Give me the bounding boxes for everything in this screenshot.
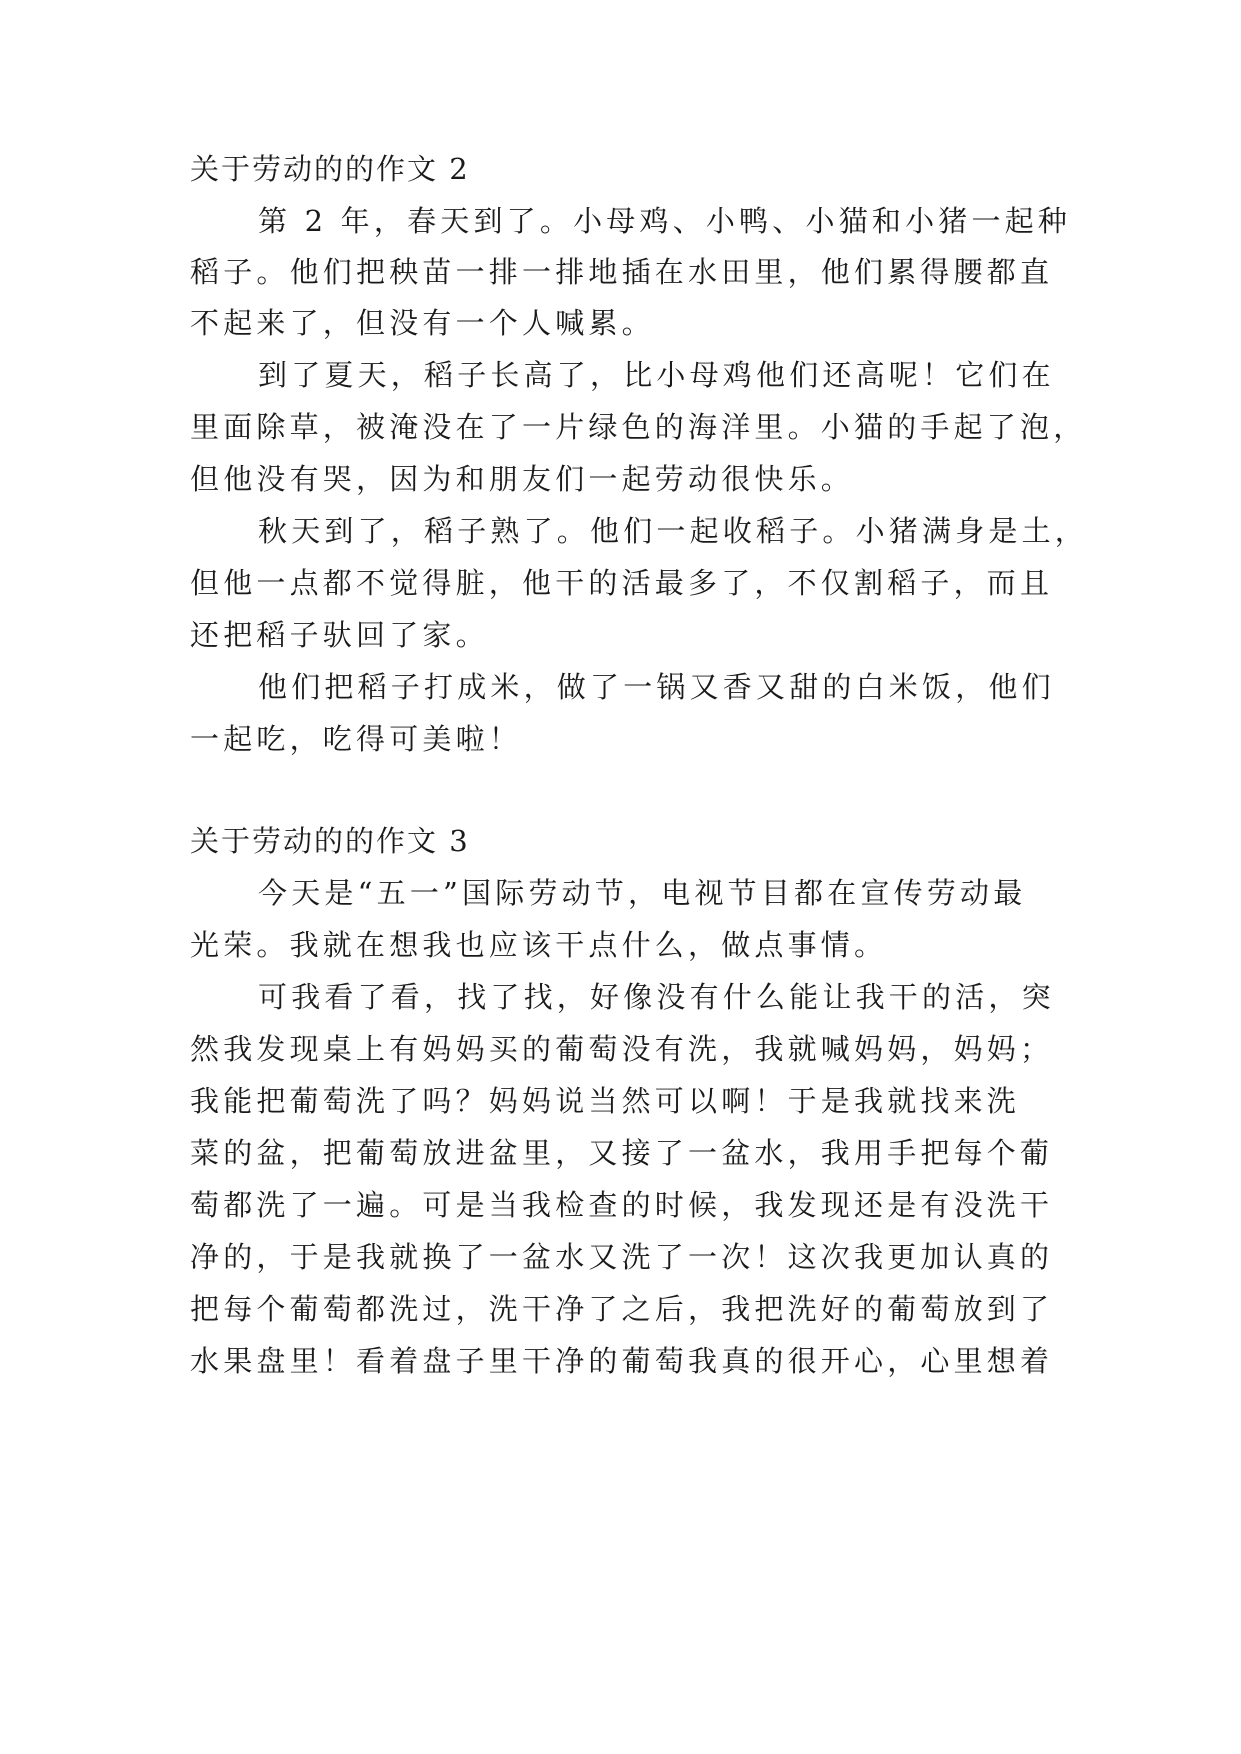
paragraph-line: 秋天到了，稻子熟了。他们一起收稻子。小猪满身是土，: [258, 514, 1089, 548]
paragraph-line: 把每个葡萄都洗过，洗干净了之后，我把洗好的葡萄放到了: [190, 1292, 1054, 1326]
paragraph-line: 可我看了看，找了找，好像没有什么能让我干的活，突: [258, 980, 1055, 1014]
paragraph-line: 不起来了，但没有一个人喊累。: [190, 306, 655, 340]
paragraph-line: 菜的盆，把葡萄放进盆里，又接了一盆水，我用手把每个葡: [190, 1136, 1054, 1170]
paragraph-line: 但他没有哭，因为和朋友们一起劳动很快乐。: [190, 462, 855, 496]
section-title-3: 关于劳动的的作文 3: [190, 824, 470, 858]
paragraph-line: 里面除草，被淹没在了一片绿色的海洋里。小猫的手起了泡，: [190, 410, 1087, 444]
section-title-2: 关于劳动的的作文 2: [190, 152, 470, 186]
paragraph-line: 光荣。我就在想我也应该干点什么，做点事情。: [190, 928, 888, 962]
paragraph-line: 然我发现桌上有妈妈买的葡萄没有洗，我就喊妈妈，妈妈；: [190, 1032, 1054, 1066]
paragraph-line: 还把稻子驮回了家。: [190, 618, 489, 652]
paragraph-line: 水果盘里！看着盘子里干净的葡萄我真的很开心，心里想着: [190, 1344, 1054, 1378]
paragraph-line: 萄都洗了一遍。可是当我检查的时候，我发现还是有没洗干: [190, 1188, 1054, 1222]
paragraph-line: 第 2 年，春天到了。小母鸡、小鸭、小猫和小猪一起种: [258, 204, 1072, 238]
paragraph-line: 今天是“五一”国际劳动节，电视节目都在宣传劳动最: [258, 876, 1027, 910]
paragraph-line: 净的，于是我就换了一盆水又洗了一次！这次我更加认真的: [190, 1240, 1054, 1274]
paragraph-line: 稻子。他们把秧苗一排一排地插在水田里，他们累得腰都直: [190, 255, 1054, 289]
paragraph-line: 但他一点都不觉得脏，他干的活最多了，不仅割稻子，而且: [190, 566, 1054, 600]
paragraph-line: 一起吃，吃得可美啦！: [190, 722, 523, 756]
paragraph-line: 我能把葡萄洗了吗？妈妈说当然可以啊！于是我就找来洗: [190, 1084, 1021, 1118]
paragraph-line: 他们把稻子打成米，做了一锅又香又甜的白米饭，他们: [258, 670, 1055, 704]
paragraph-line: 到了夏天，稻子长高了，比小母鸡他们还高呢！它们在: [258, 358, 1055, 392]
